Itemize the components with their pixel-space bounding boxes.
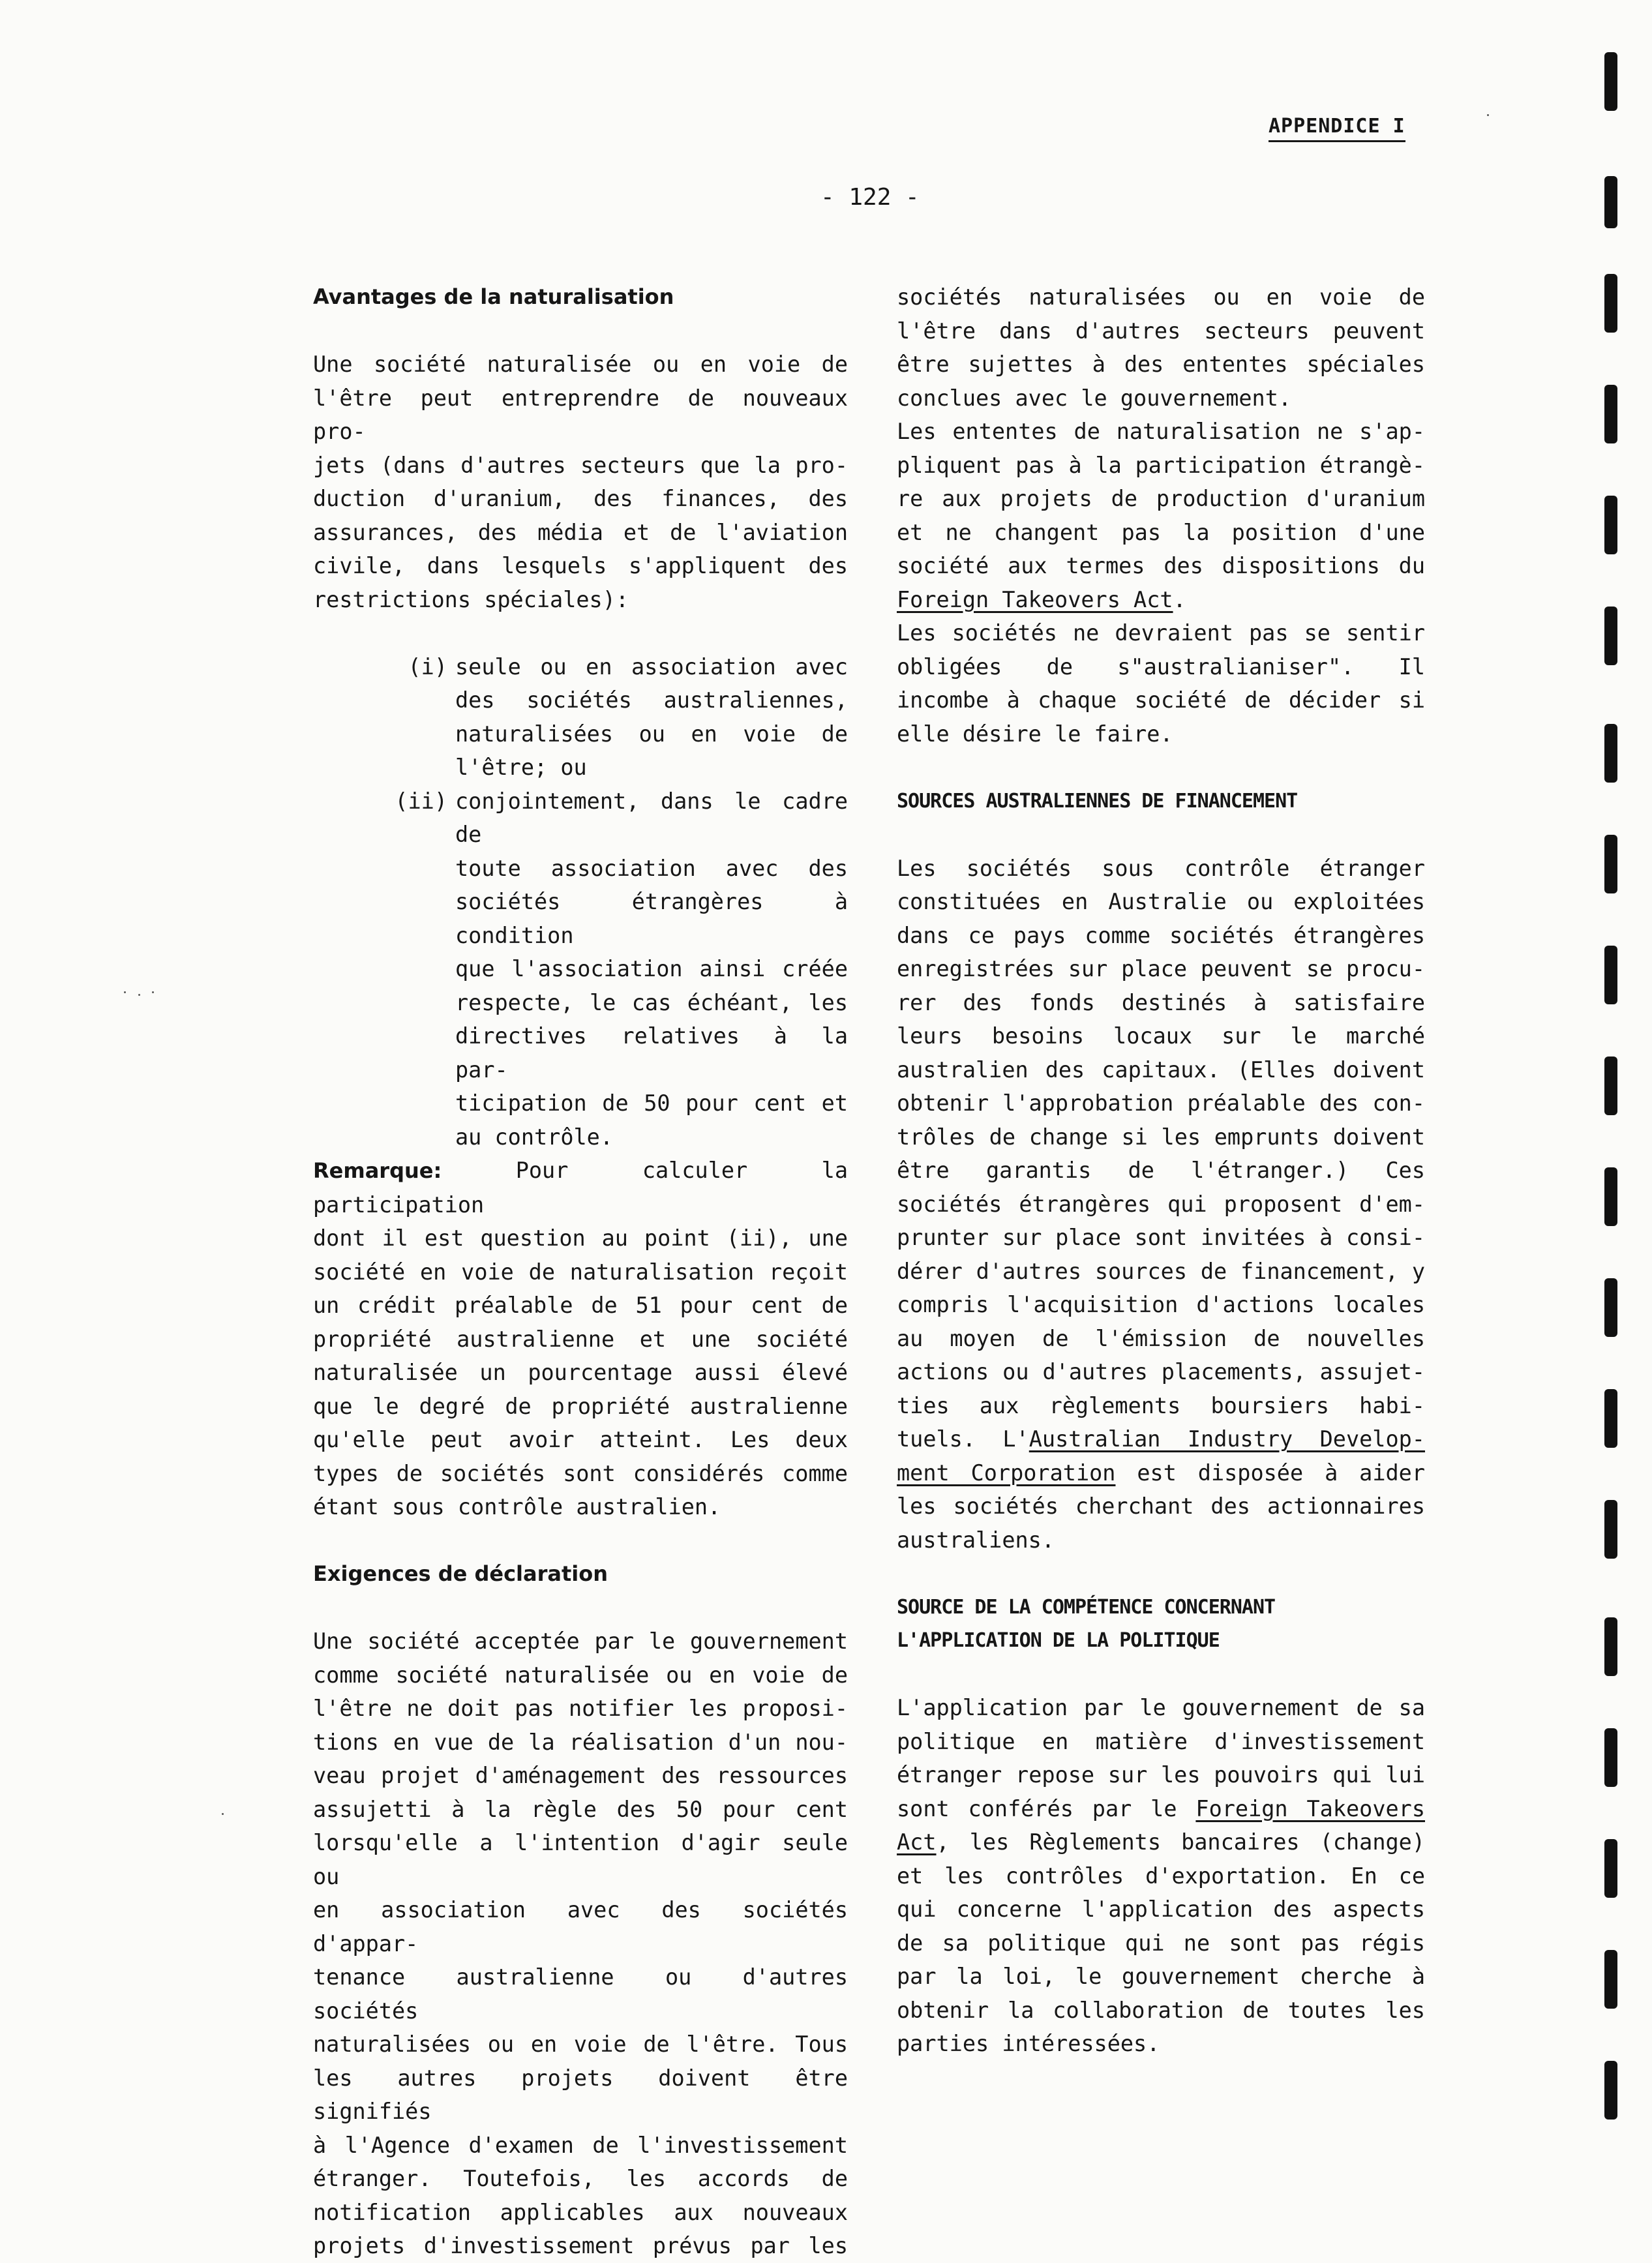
binder-mark — [1604, 1728, 1617, 1787]
text-line: naturalisées ou en voie de l'être. Tous — [313, 2031, 848, 2057]
act-title: Act — [897, 1829, 937, 1855]
text-line: notification applicables aux nouveaux — [313, 2199, 848, 2225]
remark-line: Remarque: Pour calculer la participation — [313, 1158, 848, 1218]
text-line: rer des fonds destinés à satisfaire — [897, 989, 1425, 1015]
list-item-ii — [391, 785, 848, 1154]
text-line: australiens. — [897, 1527, 1055, 1553]
text-line: restrictions spéciales): — [313, 586, 629, 612]
binder-mark — [1604, 2061, 1617, 2120]
text-line: comme société naturalisée ou en voie de — [313, 1662, 848, 1688]
text-line: un crédit préalable de 51 pour cent de — [313, 1293, 848, 1318]
text-line: Les sociétés sous contrôle étranger — [897, 855, 1425, 881]
text-line: l'être dans d'autres secteurs peuvent — [897, 318, 1425, 344]
aidc-line: tuels. L'Australian Industry Develop- — [897, 1426, 1425, 1452]
text-line: directives relatives à la par- — [455, 1023, 848, 1083]
text-line: seule ou en association avec — [455, 653, 848, 680]
text-line: société aux termes des dispositions du — [897, 553, 1425, 578]
text-line: des sociétés australiennes, — [455, 687, 848, 713]
text-line: dans ce pays comme sociétés étrangères — [897, 922, 1425, 948]
binder-mark — [1604, 1839, 1617, 1898]
text-line: pliquent pas à la participation étrangè- — [897, 452, 1425, 478]
binder-mark — [1604, 1500, 1617, 1559]
text-line: étranger repose sur les pouvoirs qui lui — [897, 1762, 1425, 1788]
binder-mark — [1604, 1617, 1617, 1676]
text-line: politique en matière d'investissement — [897, 1728, 1425, 1754]
binder-mark — [1604, 385, 1617, 443]
text-line: société en voie de naturalisation reçoit — [313, 1259, 848, 1285]
appendix-label: APPENDICE I — [1269, 115, 1405, 142]
text-line: dont il est question au point (ii), une — [313, 1225, 848, 1251]
scan-speck — [222, 1813, 224, 1815]
text-line: l'être peut entreprendre de nouveaux pro- — [313, 385, 848, 444]
text-line: l'être ne doit pas notifier les proposi- — [313, 1696, 848, 1721]
aidc-line: ment Corporation est disposée à aider — [897, 1460, 1425, 1486]
binder-mark — [1604, 724, 1617, 783]
binder-mark — [1604, 607, 1617, 665]
list-number: (ii) — [395, 788, 447, 814]
text-line: sociétés étrangères à condition — [455, 889, 848, 948]
text-line: à l'Agence d'examen de l'investissement — [313, 2132, 848, 2158]
text-line: parties intéressées. — [897, 2031, 1160, 2056]
text-line: les autres projets doivent être signifiés — [313, 2065, 848, 2124]
text-line: de sa politique qui ne sont pas régis — [897, 1930, 1425, 1956]
section-heading-declaration: Exigences de déclaration — [313, 1561, 608, 1586]
text-line: actions ou d'autres placements, assujet- — [897, 1359, 1425, 1385]
aidc-name-part1: Australian Industry Develop- — [1029, 1426, 1425, 1452]
binder-mark — [1604, 274, 1617, 333]
text-line: conclues avec le gouvernement. — [897, 385, 1292, 411]
text-line: Une société acceptée par le gouvernement — [313, 1628, 848, 1654]
text-line: toute association avec des — [455, 855, 848, 881]
list-number: (i) — [408, 653, 447, 680]
text-line: l'être; ou — [455, 755, 587, 780]
section-heading-naturalisation: Avantages de la naturalisation — [313, 284, 674, 309]
text-line: étant sous contrôle australien. — [313, 1494, 721, 1520]
text-line: par la loi, le gouvernement cherche à — [897, 1964, 1425, 1989]
text-line: jets (dans d'autres secteurs que la pro- — [313, 452, 848, 478]
text-line: obtenir l'approbation préalable des con- — [897, 1090, 1425, 1116]
text-line: L'application par le gouvernement de sa — [897, 1695, 1425, 1720]
text-line: duction d'uranium, des finances, des — [313, 486, 848, 511]
text-line: leurs besoins locaux sur le marché — [897, 1023, 1425, 1049]
text-line: tions en vue de la réalisation d'un nou- — [313, 1729, 848, 1755]
text-line: re aux projets de production d'uranium — [897, 486, 1425, 511]
act-title: Foreign Takeovers — [1195, 1795, 1425, 1821]
binder-mark — [1604, 835, 1617, 893]
text-line: et ne changent pas la position d'une — [897, 519, 1425, 545]
binder-mark — [1604, 496, 1617, 554]
text-line: sociétés étrangères qui proposent d'em- — [897, 1191, 1425, 1217]
text-line: prunter sur place sont invitées à consi- — [897, 1225, 1425, 1250]
text-line: naturalisées ou en voie de — [455, 721, 848, 747]
act-title: Foreign Takeovers Act — [897, 586, 1173, 612]
text-line: tenance australienne ou d'autres sociétés — [313, 1964, 848, 2024]
text-line: naturalisée un pourcentage aussi élevé — [313, 1360, 848, 1385]
text-line: types de sociétés sont considérés comme — [313, 1460, 848, 1486]
section-heading-financement: SOURCES AUSTRALIENNES DE FINANCEMENT — [897, 789, 1298, 813]
text-line: étranger. Toutefois, les accords de — [313, 2166, 848, 2191]
text-line: et les contrôles d'exportation. En ce — [897, 1863, 1425, 1889]
text-line: ties aux règlements boursiers habi- — [897, 1392, 1425, 1418]
section-heading-competence-line2: L'APPLICATION DE LA POLITIQUE — [897, 1629, 1220, 1652]
text-line: projets d'investissement prévus par les — [313, 2233, 848, 2258]
left-column — [313, 280, 848, 2263]
text-line: ticipation de 50 pour cent et — [455, 1090, 848, 1116]
text-line: dérer d'autres sources de financement, y — [897, 1258, 1425, 1284]
text-line: conjointement, dans le cadre de — [455, 788, 848, 847]
section-heading-competence: SOURCE DE LA COMPÉTENCE CONCERNANT — [897, 1595, 1276, 1619]
page-number: - 122 - — [820, 184, 920, 211]
text-line: en association avec des sociétés d'appar- — [313, 1897, 848, 1956]
remark-label: Remarque: — [313, 1158, 442, 1183]
text-line: qu'elle peut avoir atteint. Les deux — [313, 1427, 848, 1452]
text-line: être garantis de l'étranger.) Ces — [897, 1158, 1425, 1183]
text-line: assurances, des média et de l'aviation — [313, 519, 848, 545]
scan-speck — [152, 991, 154, 993]
text-line: compris l'acquisition d'actions locales — [897, 1292, 1425, 1317]
binder-mark — [1604, 946, 1617, 1004]
act-reference-line: Act, les Règlements bancaires (change) — [897, 1829, 1425, 1855]
text-line: au contrôle. — [455, 1124, 614, 1150]
text-line: Les ententes de naturalisation ne s'ap- — [897, 419, 1425, 444]
text-line: les sociétés cherchant des actionnaires — [897, 1493, 1425, 1519]
binder-mark — [1604, 1167, 1617, 1226]
text-line: obtenir la collaboration de toutes les — [897, 1997, 1425, 2023]
text-line: propriété australienne et une société — [313, 1326, 848, 1352]
text-line: Les sociétés ne devraient pas se sentir — [897, 620, 1425, 646]
text-line: civile, dans lesquels s'appliquent des — [313, 553, 848, 578]
text-line: enregistrées sur place peuvent se procu- — [897, 956, 1425, 982]
text-line: respecte, le cas échéant, les — [455, 989, 848, 1015]
binder-mark — [1604, 1950, 1617, 2009]
text-line: assujetti à la règle des 50 pour cent — [313, 1796, 848, 1822]
scan-speck — [138, 994, 140, 996]
text-line: veau projet d'aménagement des ressources — [313, 1763, 848, 1788]
act-reference-line: Foreign Takeovers Act. — [897, 586, 1186, 612]
text-line: incombe à chaque société de décider si — [897, 687, 1425, 713]
text-line: constituées en Australie ou exploitées — [897, 889, 1425, 914]
text-line: que le degré de propriété australienne — [313, 1393, 848, 1419]
scan-speck — [1487, 114, 1489, 116]
text-line: Une société naturalisée ou en voie de — [313, 352, 848, 377]
text-line: lorsqu'elle a l'intention d'agir seule ou — [313, 1830, 848, 1889]
text-line: au moyen de l'émission de nouvelles — [897, 1325, 1425, 1351]
binder-mark — [1604, 1057, 1617, 1115]
scan-speck — [124, 991, 126, 993]
text-line: australien des capitaux. (Elles doivent — [897, 1057, 1425, 1083]
text-line: trôles de change si les emprunts doivent — [897, 1124, 1425, 1150]
binder-mark — [1604, 176, 1617, 228]
text-line: être sujettes à des ententes spéciales — [897, 352, 1425, 377]
right-column — [897, 280, 1425, 2061]
text-line: obligées de s"australianiser". Il — [897, 653, 1425, 680]
list-item-i — [391, 650, 848, 785]
text-line: que l'association ainsi créée — [455, 956, 848, 982]
binder-mark — [1604, 1278, 1617, 1337]
text-line: sociétés naturalisées ou en voie de — [897, 284, 1425, 310]
aidc-name-part2: ment Corporation — [897, 1460, 1116, 1486]
binder-mark — [1604, 52, 1617, 111]
act-reference-line: sont conférés par le Foreign Takeovers — [897, 1795, 1425, 1821]
binder-mark — [1604, 1389, 1617, 1448]
text-line: elle désire le faire. — [897, 721, 1173, 747]
text-line: qui concerne l'application des aspects — [897, 1896, 1425, 1922]
